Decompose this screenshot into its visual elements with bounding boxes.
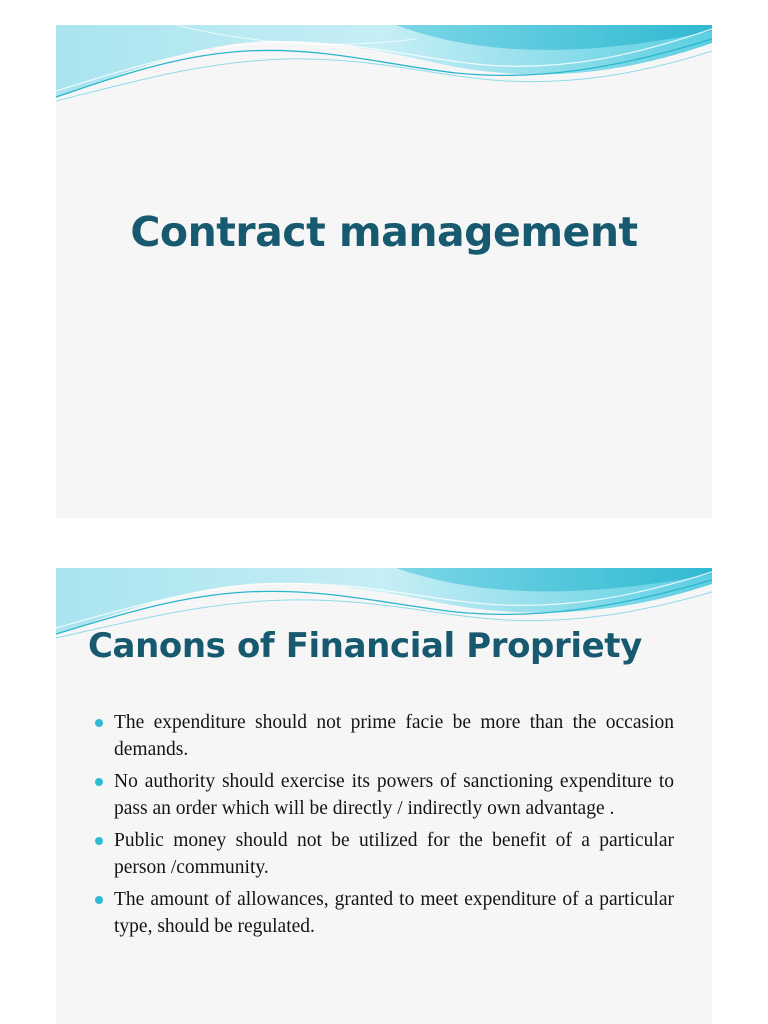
list-item [94, 887, 674, 940]
bullet-text: No authority should exercise its powers of sanctioning expenditure to pass an order which will be directly / indirectly own advantage . [114, 771, 674, 819]
bullet-text: Public money should not be utilized for the benefit of a particular person /community. [114, 830, 674, 878]
list-item [94, 769, 674, 822]
bullet-text: The expenditure should not prime facie be more than the occasion demands. [114, 712, 674, 760]
slide-title: Canons of Financial Propriety [88, 626, 642, 666]
wave-banner [56, 25, 712, 115]
bullet-dot-icon [95, 896, 103, 904]
list-item [94, 710, 674, 763]
bullet-dot-icon [95, 778, 103, 786]
slide-1 [56, 25, 712, 518]
list-item [94, 828, 674, 881]
bullet-dot-icon [95, 837, 103, 845]
bullet-list [94, 710, 674, 946]
slide-title: Contract management [130, 208, 638, 256]
bullet-text: The amount of allowances, granted to meet expenditure of a particular type, should be regulated. [114, 889, 674, 937]
bullet-dot-icon [95, 719, 103, 727]
slide-2 [56, 568, 712, 1024]
